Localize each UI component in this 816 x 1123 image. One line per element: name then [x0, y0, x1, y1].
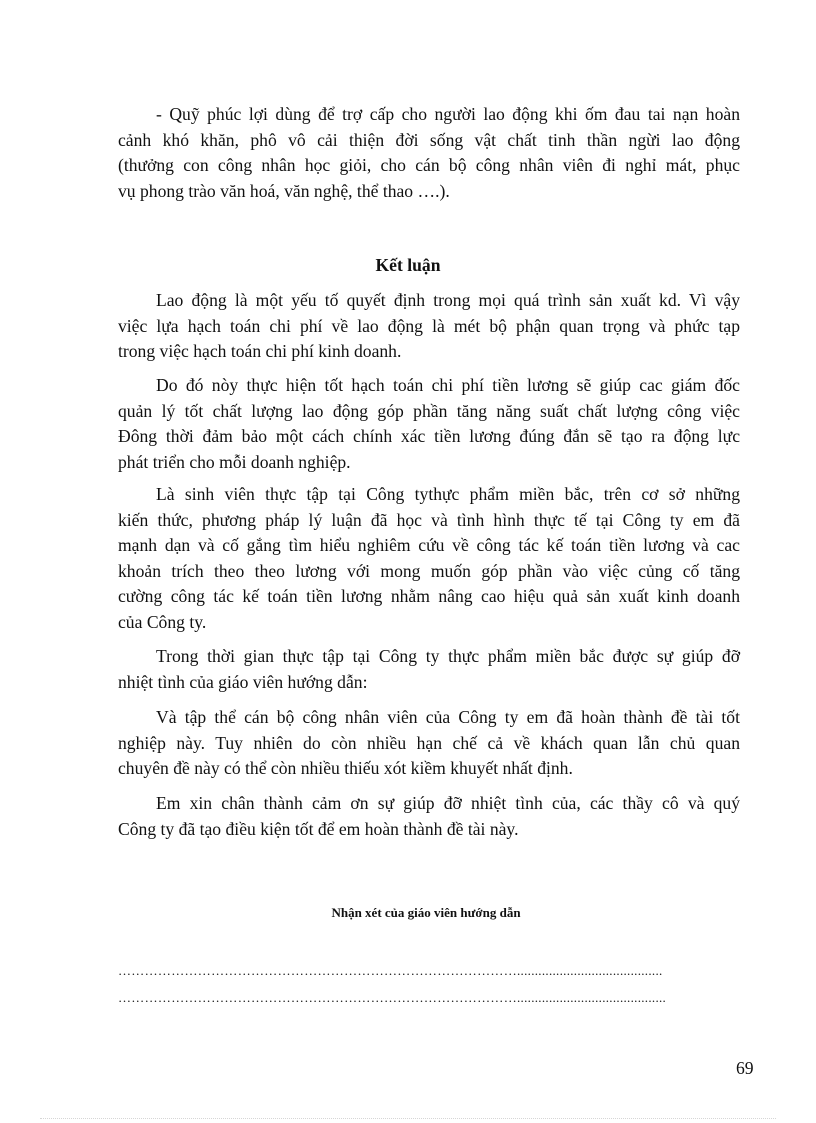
text-line: Công ty đã tạo điều kiện tốt để em hoàn thành đề tài này.: [118, 818, 519, 839]
text-line: cường công tác kế toán tiền lương nhằm nâng cao hiệu quả sản xuất kinh doanh: [118, 586, 740, 607]
conclusion-paragraph-6: [118, 791, 740, 842]
review-title: Nhận xét của giáo viên hướng dẫn: [331, 905, 521, 920]
conclusion-title: Kết luận: [375, 255, 441, 275]
text-line: Đông thời đảm bảo một cách chính xác tiền lương đúng đắn sẽ tạo ra động lực: [118, 426, 740, 447]
text-line: - Quỹ phúc lợi dùng để trợ cấp cho người lao động khi ốm đau tai nạn hoàn: [156, 104, 740, 124]
intro-paragraph: [118, 102, 740, 204]
text-line: kiến thức, phương pháp lý luận đã học và tình hình thực tế tại Công ty em đã: [118, 509, 740, 530]
text-line: Em xin chân thành cảm ơn sự giúp đỡ nhiệt tình của, các thầy cô và quý: [156, 793, 740, 813]
conclusion-paragraph-2: [118, 373, 740, 475]
conclusion-paragraph-3: [118, 482, 740, 636]
text-line: phát triển cho mỗi doanh nghiệp.: [118, 451, 351, 472]
text-line: quản lý tốt chất lượng lao động góp phần tăng năng suất chất lượng công việc: [118, 400, 740, 421]
text-line: chuyên đề này có thể còn nhiều thiếu xót kiềm khuyết nhất định.: [118, 758, 573, 779]
bottom-divider: [40, 1118, 776, 1119]
text-line: trong việc hạch toán chi phí kinh doanh.: [118, 341, 402, 362]
text-line: việc lựa hạch toán chi phí về lao động là mét bộ phận quan trọng và phức tạp: [118, 315, 740, 336]
text-line: vụ phong trào văn hoá, văn nghệ, thể thao ….).: [118, 180, 450, 201]
conclusion-paragraph-4: [118, 644, 740, 695]
text-line: của Công ty.: [118, 611, 207, 632]
text-line: mạnh dạn và cố gắng tìm hiểu nghiêm cứu về công tác kế toán tiền lương và cac: [118, 535, 740, 556]
text-line: Và tập thể cán bộ công nhân viên của Công ty em đã hoàn thành đề tài tốt: [156, 707, 740, 727]
text-line: Là sinh viên thực tập tại Công tythực phẩm miền bắc, trên cơ sở những: [156, 484, 740, 504]
text-line: Do đó nòy thực hiện tốt hạch toán chi phí tiền lương sẽ giúp cac giám đốc: [156, 375, 740, 395]
text-line: Lao động là một yếu tố quyết định trong mọi quá trình sản xuất kd. Vì vậy: [156, 290, 740, 310]
dotted-line: ……………………………………………………………………………….........................................: [118, 963, 663, 978]
conclusion-paragraph-5: [118, 705, 740, 782]
text-line: nghiệp này. Tuy nhiên do còn nhiều hạn chế cả về khách quan lẫn chủ quan: [118, 732, 740, 753]
text-line: cảnh khó khăn, phô vô cải thiện đời sống vật chất tinh thần ngừi lao động: [118, 129, 740, 150]
page-number: 69: [736, 1058, 754, 1078]
dotted-line: ………………………………………………………………………………..........................................: [118, 990, 667, 1005]
text-line: Trong thời gian thực tập tại Công ty thực phẩm miền bắc được sự giúp đỡ: [156, 646, 740, 666]
text-line: (thưởng con công nhân học giỏi, cho cán bộ công nhân viên đi nghỉ mát, phục: [118, 155, 740, 176]
text-line: khoản trích theo theo lương với mong muốn góp phần vào việc củng cố tăng: [118, 560, 740, 581]
conclusion-paragraph-1: [118, 288, 740, 365]
text-line: nhiệt tình của giáo viên hướng dẫn:: [118, 671, 368, 692]
